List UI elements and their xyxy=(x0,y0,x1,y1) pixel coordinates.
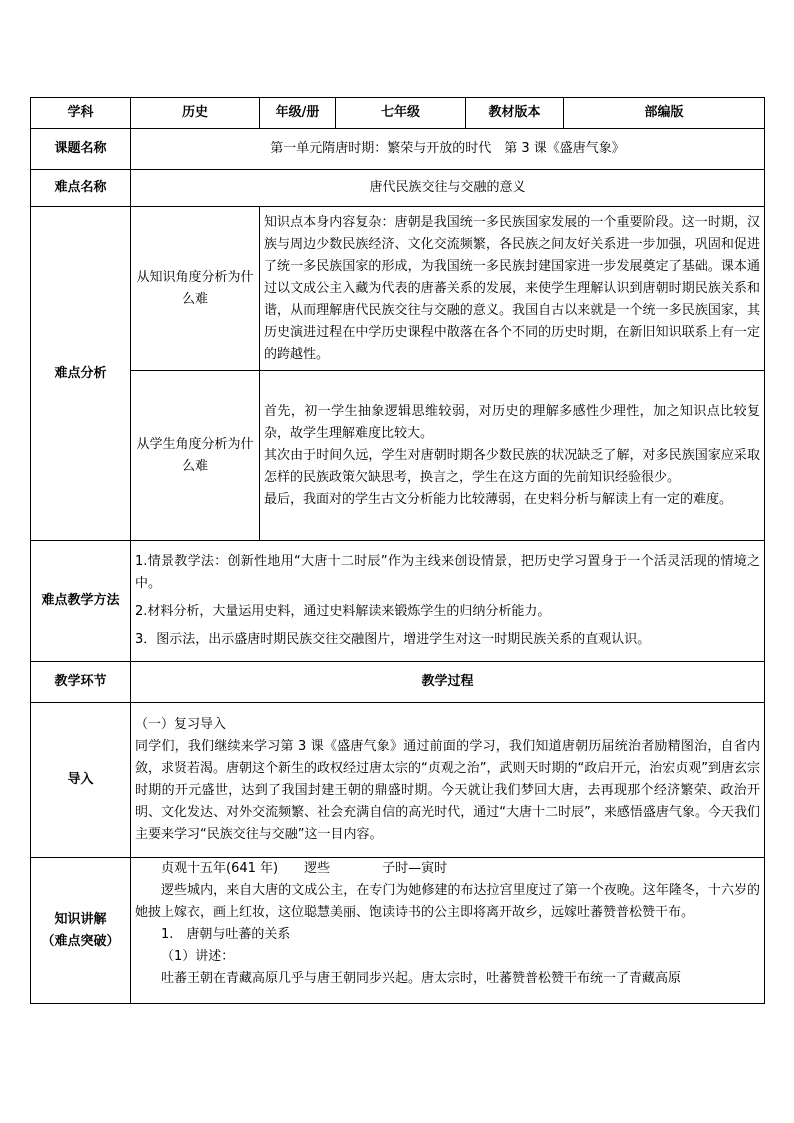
edition-label: 教材版本 xyxy=(466,98,564,129)
header-row xyxy=(31,98,765,129)
method-item: 1.情景教学法：创新性地用“大唐十二时辰”作为主线来创设情景，把历史学习置身于一个活灵活现的情境之中。 xyxy=(135,554,760,591)
method-item: 2.材料分析，大量运用史料，通过史料解读来锻炼学生的归纳分析能力。 xyxy=(135,604,551,619)
methods-row xyxy=(31,541,765,662)
lesson-label: 课题名称 xyxy=(31,129,131,170)
knowledge-label-line1: 知识讲解 xyxy=(54,911,107,927)
section-text: 吐蕃王朝在青藏高原几乎与唐王朝同步兴起。唐太宗时，吐蕃赞普松赞干布统一了青藏高原 xyxy=(161,971,682,986)
subject-label: 学科 xyxy=(31,98,131,129)
difficulty-value: 唐代民族交往与交融的意义 xyxy=(131,170,765,207)
student-angle-label: 从学生角度分析为什么难 xyxy=(131,371,260,541)
section-subheading: （1）讲述： xyxy=(161,949,235,964)
student-paragraph: 其次由于时间久远，学生对唐朝时期各少数民族的状况缺乏了解，对多民族国家应采取怎样的民族政策欠缺思考，换言之，学生在这方面的先前知识经验很少。 xyxy=(264,447,760,485)
method-item: 3．图示法，出示盛唐时期民族交往交融图片，增进学生对这一时期民族关系的直观认识。 xyxy=(135,632,651,647)
intro-title: （一）复习导入 xyxy=(135,717,227,732)
student-paragraph: 最后，我面对的学生古文分析能力比较薄弱，在史料分析与解读上有一定的难度。 xyxy=(264,491,733,507)
knowledge-row xyxy=(31,858,765,1004)
lesson-plan-table xyxy=(30,97,765,1004)
story-text: 逻些城内，来自大唐的文成公主，在专门为她修建的布达拉宫里度过了第一个夜晚。这年隆冬，十六岁的她披上嫁衣，画上红妆，这位聪慧美丽、饱读诗书的公主即将离开故乡，远嫁吐蕃赞普松赞干布。 xyxy=(135,883,760,920)
student-paragraph: 首先，初一学生抽象逻辑思维较弱，对历史的理解多感性少理性，加之知识点比较复杂，故学生理解难度比较大。 xyxy=(264,403,760,441)
time-line: 贞观十五年(641 年) 逻些 子时—寅时 xyxy=(161,861,448,876)
knowledge-label-line2: （难点突破） xyxy=(41,933,120,949)
intro-label: 导入 xyxy=(31,703,131,858)
knowledge-angle-text: 知识点本身内容复杂：唐朝是我国统一多民族国家发展的一个重要阶段。这一时期，汉族与周边少数民族经济、文化交流频繁，各民族之间友好关系进一步加强，巩固和促进了统一多民族国家的形成，为我国统一多民族封建国家进一步发展奠定了基础。课本通过以文成公主入藏为代表的唐蕃关系的发展，来使学生理解认识到唐朝时期民族关系和谐，从而理解唐代民族交往与交融的意义。我国自古以来就是一个统一多民族国家，其历史演进过程在中学历史课程中散落在各个不同的历史时期，在新旧知识联系上有一定的跨越性。 xyxy=(260,207,765,371)
difficulty-label: 难点名称 xyxy=(31,170,131,207)
student-angle-text xyxy=(260,371,765,541)
edition-value: 部编版 xyxy=(564,98,765,129)
methods-label: 难点教学方法 xyxy=(31,541,131,662)
methods-list xyxy=(131,541,765,662)
process-header-row xyxy=(31,662,765,703)
stage-header: 教学环节 xyxy=(31,662,131,703)
intro-row xyxy=(31,703,765,858)
intro-content xyxy=(131,703,765,858)
grade-label: 年级/册 xyxy=(260,98,336,129)
grade-value: 七年级 xyxy=(336,98,466,129)
section-heading: 1. 唐朝与吐蕃的关系 xyxy=(161,927,291,942)
knowledge-content xyxy=(131,858,765,1004)
knowledge-label xyxy=(31,858,131,1004)
lesson-value: 第一单元隋唐时期：繁荣与开放的时代 第 3 课《盛唐气象》 xyxy=(131,129,765,170)
knowledge-angle-label: 从知识角度分析为什么难 xyxy=(131,207,260,371)
process-header: 教学过程 xyxy=(131,662,765,703)
analysis-student-row xyxy=(31,371,765,541)
difficulty-row xyxy=(31,170,765,207)
lesson-row xyxy=(31,129,765,170)
intro-text: 同学们，我们继续来学习第 3 课《盛唐气象》通过前面的学习，我们知道唐朝历届统治者励精图治，自省内敛，求贤若渴。唐朝这个新生的政权经过唐太宗的“贞观之治”，武则天时期的“政启开元，治宏贞观”到唐玄宗时期的开元盛世，达到了我国封建王朝的鼎盛时期。今天就让我们梦回大唐，去再现那个经济繁荣、政治开明、文化发达、对外交流频繁、社会充满自信的高光时代，通过“大唐十二时辰”，来感悟盛唐气象。今天我们主要来学习“民族交往与交融”这一目内容。 xyxy=(135,739,760,842)
subject-value: 历史 xyxy=(131,98,260,129)
analysis-label: 难点分析 xyxy=(31,207,131,541)
analysis-knowledge-row xyxy=(31,207,765,371)
